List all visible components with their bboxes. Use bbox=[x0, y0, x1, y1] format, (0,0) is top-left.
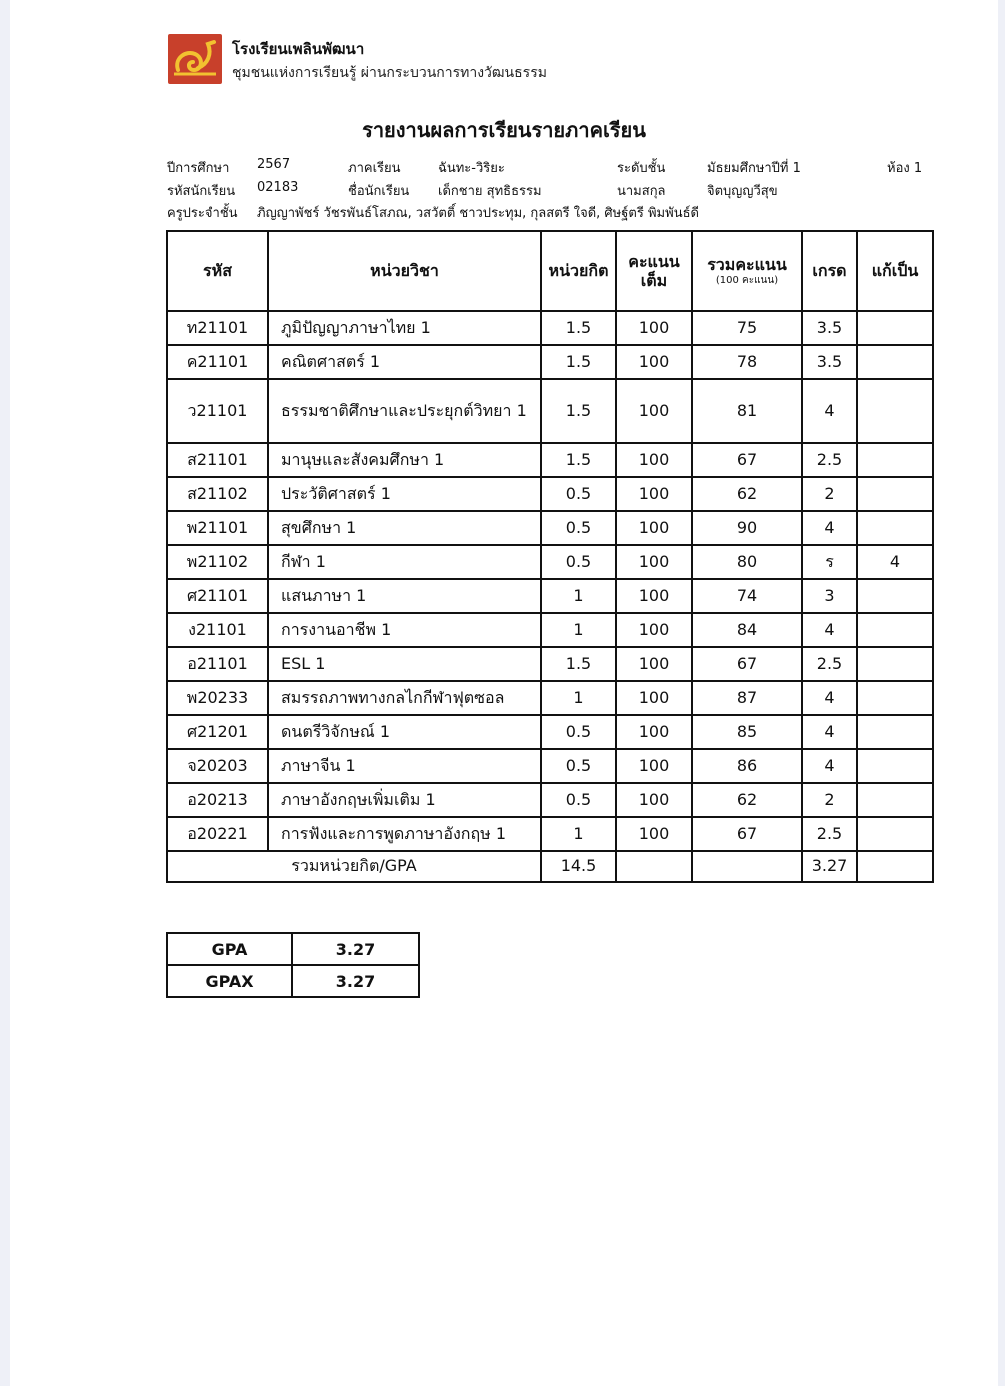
table-header-row bbox=[167, 231, 933, 311]
row-full-score: 100 bbox=[616, 681, 692, 715]
row-code: ศ21101 bbox=[167, 579, 268, 613]
row-score: 78 bbox=[692, 345, 802, 379]
row-code: อ20213 bbox=[167, 783, 268, 817]
table-row bbox=[167, 311, 933, 345]
total-gpa: 3.27 bbox=[802, 851, 857, 882]
total-row bbox=[167, 851, 933, 882]
row-credit: 1.5 bbox=[541, 443, 616, 477]
table-row bbox=[167, 613, 933, 647]
table-row bbox=[167, 749, 933, 783]
row-code: อ20221 bbox=[167, 817, 268, 851]
row-corrected bbox=[857, 817, 933, 851]
row-corrected bbox=[857, 647, 933, 681]
row-full-score: 100 bbox=[616, 311, 692, 345]
row-corrected bbox=[857, 311, 933, 345]
row-subject: ดนตรีวิจักษณ์ 1 bbox=[268, 715, 541, 749]
row-corrected bbox=[857, 715, 933, 749]
row-credit: 1.5 bbox=[541, 647, 616, 681]
row-grade: 4 bbox=[802, 511, 857, 545]
row-full-score: 100 bbox=[616, 817, 692, 851]
teacher-label: ครูประจำชั้น bbox=[167, 206, 238, 221]
header-credit: หน่วยกิต bbox=[541, 231, 616, 311]
gpa-value: 3.27 bbox=[292, 933, 419, 965]
row-credit: 1 bbox=[541, 817, 616, 851]
school-logo-icon bbox=[168, 34, 222, 84]
row-credit: 1.5 bbox=[541, 379, 616, 443]
grades-table bbox=[166, 230, 934, 883]
row-score: 80 bbox=[692, 545, 802, 579]
row-full-score: 100 bbox=[616, 345, 692, 379]
row-corrected bbox=[857, 443, 933, 477]
table-row bbox=[167, 345, 933, 379]
row-corrected: 4 bbox=[857, 545, 933, 579]
row-grade: 3.5 bbox=[802, 311, 857, 345]
row-full-score: 100 bbox=[616, 545, 692, 579]
row-full-score: 100 bbox=[616, 783, 692, 817]
surname-value: จิตบุญญวีสุข bbox=[707, 184, 778, 199]
table-row bbox=[167, 545, 933, 579]
row-credit: 1.5 bbox=[541, 311, 616, 345]
row-score: 84 bbox=[692, 613, 802, 647]
header-total-score bbox=[692, 231, 802, 311]
report-title: รายงานผลการเรียนรายภาคเรียน bbox=[362, 118, 646, 142]
row-grade: 4 bbox=[802, 379, 857, 443]
row-full-score: 100 bbox=[616, 379, 692, 443]
row-full-score: 100 bbox=[616, 579, 692, 613]
gpa-row bbox=[167, 933, 419, 965]
row-corrected bbox=[857, 345, 933, 379]
header-subject: หน่วยวิชา bbox=[268, 231, 541, 311]
row-code: อ21101 bbox=[167, 647, 268, 681]
table-row bbox=[167, 647, 933, 681]
table-row bbox=[167, 443, 933, 477]
row-subject: ประวัติศาสตร์ 1 bbox=[268, 477, 541, 511]
student-id-label: รหัสนักเรียน bbox=[167, 184, 236, 199]
row-subject: คณิตศาสตร์ 1 bbox=[268, 345, 541, 379]
row-grade: 2.5 bbox=[802, 647, 857, 681]
row-grade: 3 bbox=[802, 579, 857, 613]
row-score: 86 bbox=[692, 749, 802, 783]
row-grade: 3.5 bbox=[802, 345, 857, 379]
row-credit: 0.5 bbox=[541, 545, 616, 579]
row-full-score: 100 bbox=[616, 511, 692, 545]
row-corrected bbox=[857, 477, 933, 511]
table-row bbox=[167, 783, 933, 817]
row-corrected bbox=[857, 783, 933, 817]
school-motto: ชุมชนแห่งการเรียนรู้ ผ่านกระบวนการทางวัฒนธรรม bbox=[232, 65, 547, 81]
student-name-label: ชื่อนักเรียน bbox=[348, 184, 410, 199]
row-credit: 1 bbox=[541, 613, 616, 647]
surname-label: นามสกุล bbox=[617, 184, 666, 199]
row-score: 85 bbox=[692, 715, 802, 749]
row-grade: 4 bbox=[802, 715, 857, 749]
row-subject: ภาษาอังกฤษเพิ่มเติม 1 bbox=[268, 783, 541, 817]
row-grade: 4 bbox=[802, 613, 857, 647]
row-score: 62 bbox=[692, 477, 802, 511]
school-name: โรงเรียนเพลินพัฒนา bbox=[232, 40, 365, 58]
table-row bbox=[167, 715, 933, 749]
row-credit: 1.5 bbox=[541, 345, 616, 379]
row-credit: 0.5 bbox=[541, 511, 616, 545]
row-code: ท21101 bbox=[167, 311, 268, 345]
table-row bbox=[167, 477, 933, 511]
gpa-summary-table bbox=[166, 932, 420, 998]
row-code: ว21101 bbox=[167, 379, 268, 443]
row-full-score: 100 bbox=[616, 749, 692, 783]
row-corrected bbox=[857, 579, 933, 613]
row-subject: การงานอาชีพ 1 bbox=[268, 613, 541, 647]
level-value: มัธยมศึกษาปีที่ 1 bbox=[707, 161, 801, 176]
row-full-score: 100 bbox=[616, 613, 692, 647]
student-name-value: เด็กชาย สุทธิธรรม bbox=[438, 184, 542, 199]
row-full-score: 100 bbox=[616, 443, 692, 477]
header-total-score-label: รวมคะแนน bbox=[707, 255, 787, 275]
total-score-empty bbox=[692, 851, 802, 882]
gpax-label: GPAX bbox=[167, 965, 292, 997]
row-code: ส21101 bbox=[167, 443, 268, 477]
header-grade: เกรด bbox=[802, 231, 857, 311]
row-subject: สุขศึกษา 1 bbox=[268, 511, 541, 545]
row-code: จ20203 bbox=[167, 749, 268, 783]
row-score: 67 bbox=[692, 817, 802, 851]
row-score: 90 bbox=[692, 511, 802, 545]
table-row bbox=[167, 817, 933, 851]
row-credit: 1 bbox=[541, 681, 616, 715]
row-score: 87 bbox=[692, 681, 802, 715]
row-subject: การฟังและการพูดภาษาอังกฤษ 1 bbox=[268, 817, 541, 851]
header-full-score: คะแนนเต็ม bbox=[616, 231, 692, 311]
row-subject: สมรรถภาพทางกลไกกีฬาฟุตซอล bbox=[268, 681, 541, 715]
term-value: ฉันทะ-วิริยะ bbox=[438, 161, 505, 176]
header-corrected: แก้เป็น bbox=[857, 231, 933, 311]
level-label: ระดับชั้น bbox=[617, 161, 666, 176]
row-code: ศ21201 bbox=[167, 715, 268, 749]
row-corrected bbox=[857, 681, 933, 715]
row-code: ค21101 bbox=[167, 345, 268, 379]
row-full-score: 100 bbox=[616, 715, 692, 749]
year-value: 2567 bbox=[257, 157, 291, 172]
row-grade: 2.5 bbox=[802, 443, 857, 477]
row-grade: 2.5 bbox=[802, 817, 857, 851]
room-label: ห้อง 1 bbox=[887, 161, 923, 176]
row-grade: 2 bbox=[802, 783, 857, 817]
row-code: พ21101 bbox=[167, 511, 268, 545]
row-subject: แสนภาษา 1 bbox=[268, 579, 541, 613]
header-code: รหัส bbox=[167, 231, 268, 311]
row-score: 75 bbox=[692, 311, 802, 345]
row-corrected bbox=[857, 379, 933, 443]
row-grade: 2 bbox=[802, 477, 857, 511]
total-label: รวมหน่วยกิต/GPA bbox=[167, 851, 541, 882]
row-code: ง21101 bbox=[167, 613, 268, 647]
row-score: 62 bbox=[692, 783, 802, 817]
row-score: 74 bbox=[692, 579, 802, 613]
header-total-score-sub: (100 คะแนน) bbox=[715, 274, 779, 286]
row-corrected bbox=[857, 511, 933, 545]
row-score: 67 bbox=[692, 443, 802, 477]
table-row bbox=[167, 379, 933, 443]
row-full-score: 100 bbox=[616, 647, 692, 681]
row-subject: กีฬา 1 bbox=[268, 545, 541, 579]
row-score: 81 bbox=[692, 379, 802, 443]
row-grade: 4 bbox=[802, 749, 857, 783]
student-id-value: 02183 bbox=[257, 180, 299, 195]
table-row bbox=[167, 579, 933, 613]
row-grade: ร bbox=[802, 545, 857, 579]
total-credit: 14.5 bbox=[541, 851, 616, 882]
total-full-empty bbox=[616, 851, 692, 882]
row-credit: 1 bbox=[541, 579, 616, 613]
row-full-score: 100 bbox=[616, 477, 692, 511]
gpax-row bbox=[167, 965, 419, 997]
row-code: ส21102 bbox=[167, 477, 268, 511]
row-credit: 0.5 bbox=[541, 715, 616, 749]
row-credit: 0.5 bbox=[541, 477, 616, 511]
row-grade: 4 bbox=[802, 681, 857, 715]
report-page bbox=[10, 0, 998, 1386]
row-code: พ20233 bbox=[167, 681, 268, 715]
row-subject: ESL 1 bbox=[268, 647, 541, 681]
gpa-label: GPA bbox=[167, 933, 292, 965]
teacher-value: ภิญญาพัชร์ วัชรพันธ์โสภณ, วสวัตติ์ ชาวประทุม, กุลสตรี ใจดี, ศิษฐ์ตรี พิมพันธ์ดี bbox=[257, 206, 699, 221]
gpax-value: 3.27 bbox=[292, 965, 419, 997]
row-score: 67 bbox=[692, 647, 802, 681]
row-corrected bbox=[857, 749, 933, 783]
term-label: ภาคเรียน bbox=[348, 161, 401, 176]
row-subject: มานุษและสังคมศึกษา 1 bbox=[268, 443, 541, 477]
row-code: พ21102 bbox=[167, 545, 268, 579]
row-corrected bbox=[857, 613, 933, 647]
row-subject: ธรรมชาติศึกษาและประยุกต์วิทยา 1 bbox=[268, 379, 541, 443]
year-label: ปีการศึกษา bbox=[167, 161, 230, 176]
row-subject: ภูมิปัญญาภาษาไทย 1 bbox=[268, 311, 541, 345]
row-credit: 0.5 bbox=[541, 749, 616, 783]
row-subject: ภาษาจีน 1 bbox=[268, 749, 541, 783]
row-credit: 0.5 bbox=[541, 783, 616, 817]
table-row bbox=[167, 681, 933, 715]
total-corrected-empty bbox=[857, 851, 933, 882]
table-row bbox=[167, 511, 933, 545]
